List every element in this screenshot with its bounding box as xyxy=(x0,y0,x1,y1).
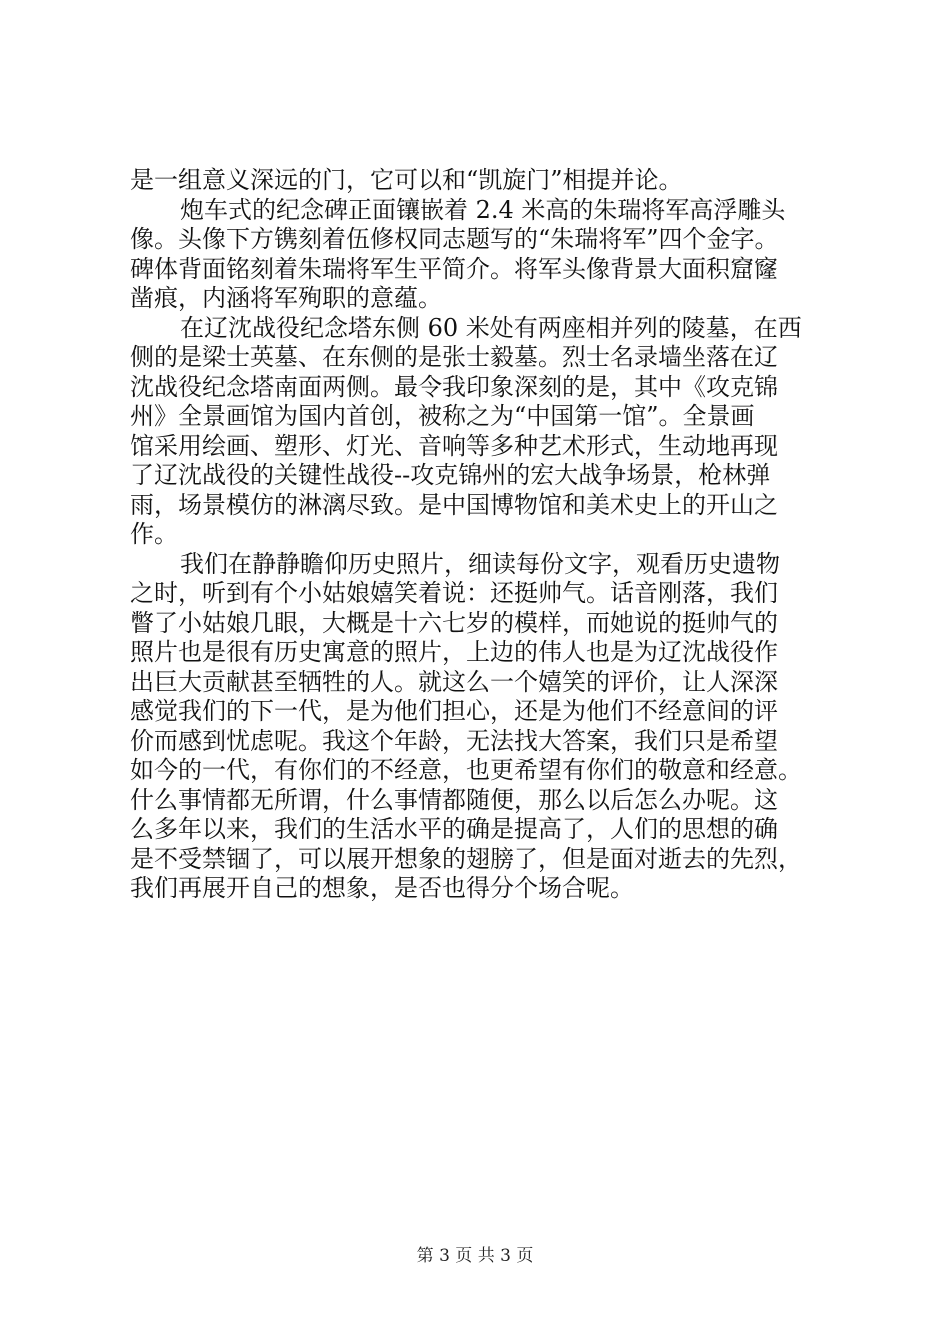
text-line: 沈战役纪念塔南面两侧。最令我印象深刻的是，其中《攻克锦 xyxy=(130,372,778,401)
text-line: 是不受禁锢了，可以展开想象的翅膀了，但是面对逝去的先烈， xyxy=(130,844,802,873)
text-line: 像。头像下方镌刻着伍修权同志题写的“朱瑞将军”四个金字。 xyxy=(130,225,779,253)
paragraph-4 xyxy=(130,550,830,904)
text-line: 雨，场景模仿的淋漓尽致。是中国博物馆和美术史上的开山之 xyxy=(130,490,778,519)
text-line: 了辽沈战役的关键性战役--攻克锦州的宏大战争场景，枪林弹 xyxy=(130,461,771,489)
text-line: 么多年以来，我们的生活水平的确是提高了，人们的思想的确 xyxy=(130,815,778,843)
paragraph-2 xyxy=(130,196,830,314)
text-line: 凿痕，内涵将军殉职的意蕴。 xyxy=(130,284,442,312)
paragraph-3 xyxy=(130,314,830,550)
text-line: 我们在静静瞻仰历史照片，细读每份文字，观看历史遗物 xyxy=(180,549,780,578)
text-line: 之时，听到有个小姑娘嬉笑着说：还挺帅气。话音刚落，我们 xyxy=(130,579,778,607)
text-line: 炮车式的纪念碑正面镶嵌着 2.4 米高的朱瑞将军高浮雕头 xyxy=(180,195,786,224)
document-body xyxy=(130,166,830,904)
text-line: 碑体背面铭刻着朱瑞将军生平简介。将军头像背景大面积窟窿 xyxy=(130,254,778,283)
text-line: 什么事情都无所谓，什么事情都随便，那么以后怎么办呢。这 xyxy=(130,785,778,814)
paragraph-1 xyxy=(130,166,830,196)
text-line: 如今的一代，有你们的不经意，也更希望有你们的敬意和经意。 xyxy=(130,756,802,784)
text-line: 是一组意义深远的门，它可以和“凯旋门”相提并论。 xyxy=(130,166,683,194)
text-line: 我们再展开自己的想象，是否也得分个场合呢。 xyxy=(130,874,634,902)
text-line: 作。 xyxy=(130,520,178,548)
page-number-footer: 第 3 页 共 3 页 xyxy=(416,1246,534,1266)
text-line: 瞥了小姑娘几眼，大概是十六七岁的模样，而她说的挺帅气的 xyxy=(130,608,778,637)
text-line: 在辽沈战役纪念塔东侧 60 米处有两座相并列的陵墓，在西 xyxy=(180,313,802,342)
text-line: 侧的是梁士英墓、在东侧的是张士毅墓。烈士名录墙坐落在辽 xyxy=(130,343,778,371)
text-line: 州》全景画馆为国内首创，被称之为“中国第一馆”。全景画 xyxy=(130,402,755,430)
text-line: 馆采用绘画、塑形、灯光、音响等多种艺术形式，生动地再现 xyxy=(130,431,778,460)
text-line: 照片也是很有历史寓意的照片，上边的伟人也是为辽沈战役作 xyxy=(130,638,778,666)
text-line: 感觉我们的下一代，是为他们担心，还是为他们不经意间的评 xyxy=(130,697,778,725)
text-line: 价而感到忧虑呢。我这个年龄，无法找大答案，我们只是希望 xyxy=(130,726,778,755)
text-line: 出巨大贡献甚至牺牲的人。就这么一个嬉笑的评价，让人深深 xyxy=(130,667,778,696)
